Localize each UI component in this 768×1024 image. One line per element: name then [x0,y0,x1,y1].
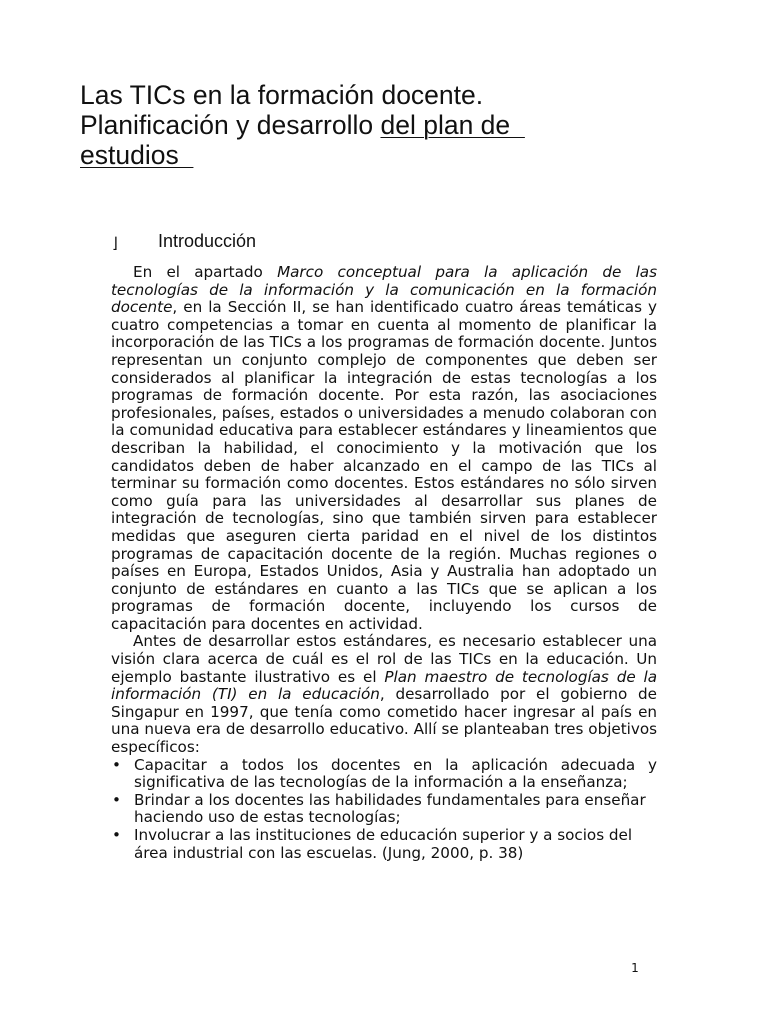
paragraph-1-italic-title: Marco conceptual para la aplicación de las tecnologías de la información y la comunicación en la formación docente [111,263,657,317]
page-number: 1 [631,961,639,975]
paragraph-2-lead: Antes de desarrollar estos estándares, es necesario establecer una visión clara acerca de cuál es el rol de las TICs en la educación. Un ejemplo bastante ilustrativo es el [111,632,657,686]
title-line-1: Las TICs en la formación docente. [80,80,484,110]
section-heading: Introducción [158,231,257,251]
title-line-3 [80,140,700,170]
title-line-3-underlined: estudios [80,140,194,170]
bullet-icon: • [112,826,121,844]
paragraph-2-rest: , desarrollado por el gobierno de Singapur en 1997, que tenía como cometido hacer ingresar al país en una nueva era de desarrollo educativo. Allí se planteaban tres objetivos específicos: [111,685,657,757]
list-item [111,757,657,792]
section-introduction [112,229,672,255]
paragraph-2-italic-title: Plan maestro de tecnologías de la información (TI) en la educación [111,667,657,704]
bullet-icon: • [112,790,121,809]
list-item [111,792,657,827]
objectives-list [111,757,657,863]
bullet-icon: • [112,755,121,774]
list-item [111,827,657,862]
list-item-text: Capacitar a todos los docentes en la aplicación adecuada y significativa de las tecnologías de la información a la enseñanza; [134,755,657,792]
title-line-2 [80,110,700,140]
paragraph-2 [111,633,657,756]
list-item-text: Involucrar a las instituciones de educación superior y a socios del área industrial con las escuelas. (Jung, 2000, p. 38) [134,826,633,862]
title-line-2-plain: Planificación y desarrollo [80,110,381,140]
list-item-text: Brindar a los docentes las habilidades fundamentales para enseñar haciendo uso de estas tecnologías; [134,790,646,827]
document-title [80,80,700,170]
paragraph-1 [111,264,657,633]
paragraph-1-rest: , en la Sección II, se han identificado cuatro áreas temáticas y cuatro competencias a tomar en cuenta al momento de planificar la incorporación de las TICs a los programas de formación docente. Juntos representan un conjunto complejo de componentes que deben ser considerados al planificar la integración de estas tecnologías a los programas de formación docente. Por esta razón, las asociaciones profesionales, países, estados o universidades a menudo colaboran con la comunidad educativa para establecer estándares y lineamientos que describan la habilidad, el conocimiento y la motivación que los candidatos deben de haber alcanzado en el campo de las TICs al terminar su formación como docentes. Estos estándares no sólo sirven como guía para las universidades al desarrollar sus planes de integración de tecnologías, sino que también sirven para establecer medidas que aseguren cierta paridad en el nivel de los distintos programas de capacitación docente de la región. Muchas regiones o países en Europa, Estados Unidos, Asia y Australia han adoptado un conjunto de estándares en cuanto a las TICs que se aplican a los programas de formación docente, incluyendo los cursos de capacitación para docentes en actividad. [111,298,657,633]
document-body [111,264,657,862]
paragraph-1-lead: En el apartado [133,263,278,281]
title-line-2-underlined: del plan de [380,110,525,140]
section-marker-icon: ⌋ [112,234,118,252]
